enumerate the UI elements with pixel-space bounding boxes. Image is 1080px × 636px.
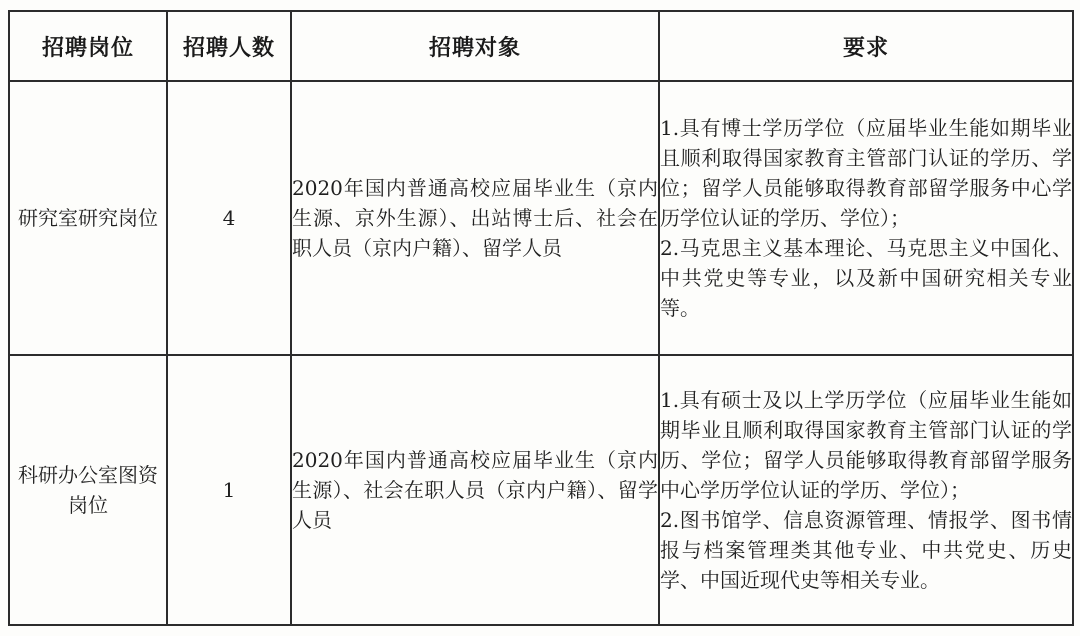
table-row: [9, 355, 1073, 625]
target-cell: 2020年国内普通高校应届毕业生（京内生源）、社会在职人员（京内户籍）、留学人员: [291, 355, 659, 625]
requirements-cell: [659, 81, 1073, 355]
requirement-item: 1.具有博士学历学位（应届毕业生能如期毕业且顺利取得国家教育主管部门认证的学历、学位；留学人员能够取得教育部留学服务中心学历学位认证的学历、学位）；: [660, 116, 1072, 230]
header-count: 招聘人数: [167, 11, 291, 81]
count-cell: 4: [167, 81, 291, 355]
post-cell: 研究室研究岗位: [9, 81, 167, 355]
requirement-item: 2.马克思主义基本理论、马克思主义中国化、中共党史等专业，以及新中国研究相关专业等。: [660, 236, 1072, 320]
count-cell: 1: [167, 355, 291, 625]
header-requirements: 要求: [659, 11, 1073, 81]
header-row: [9, 11, 1073, 81]
header-post: 招聘岗位: [9, 11, 167, 81]
table-row: [9, 81, 1073, 355]
requirement-item: 2.图书馆学、信息资源管理、情报学、图书情报与档案管理类其他专业、中共党史、历史学、中国近现代史等相关专业。: [660, 508, 1072, 592]
requirement-item: 1.具有硕士及以上学历学位（应届毕业生能如期毕业且顺利取得国家教育主管部门认证的学历、学位；留学人员能够取得教育部留学服务中心学历学位认证的学历、学位）；: [660, 388, 1072, 502]
target-cell: 2020年国内普通高校应届毕业生（京内生源、京外生源）、出站博士后、社会在职人员（京内户籍）、留学人员: [291, 81, 659, 355]
post-cell: 科研办公室图资岗位: [9, 355, 167, 625]
recruitment-table: [8, 10, 1074, 626]
requirements-cell: [659, 355, 1073, 625]
header-target: 招聘对象: [291, 11, 659, 81]
